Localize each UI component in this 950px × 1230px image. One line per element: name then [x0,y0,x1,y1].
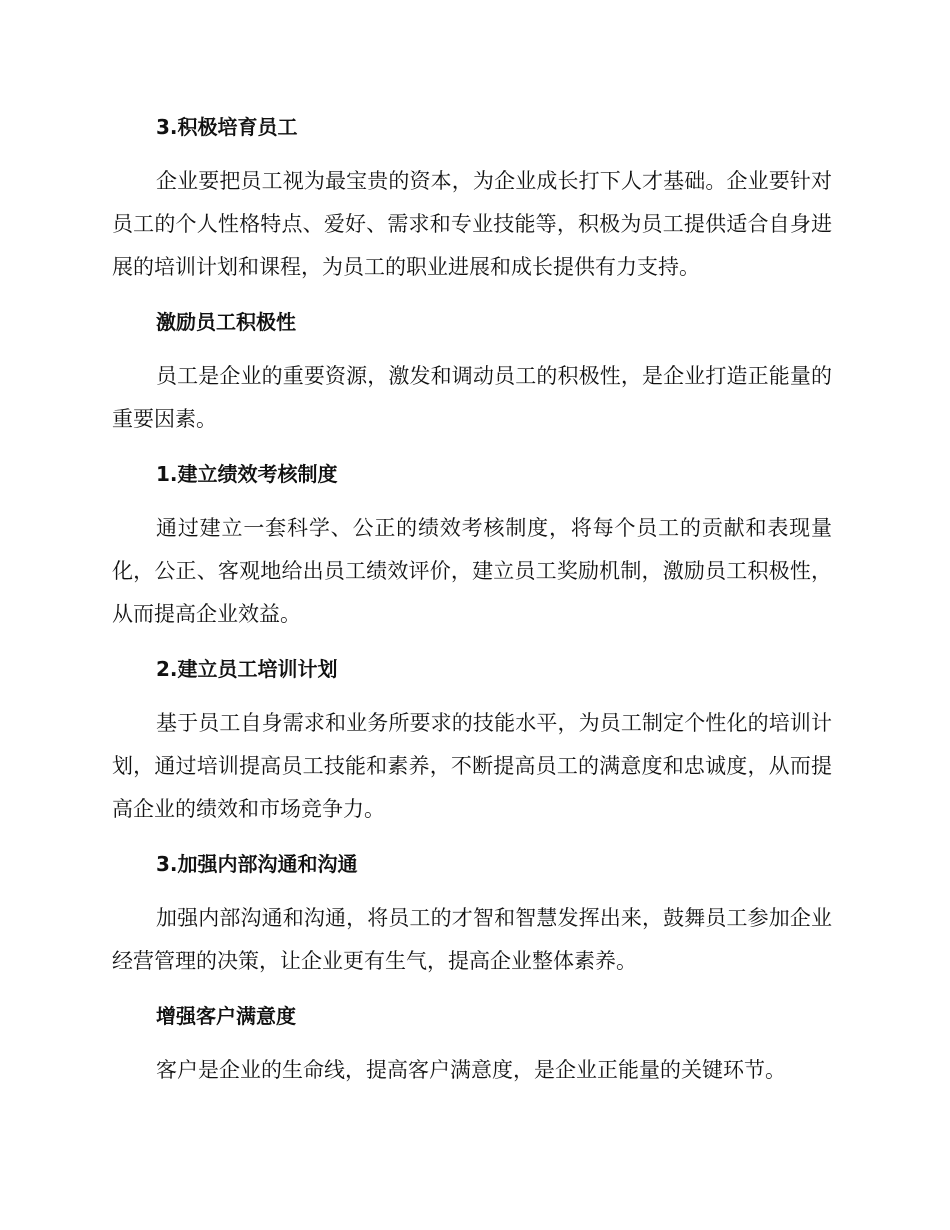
paragraph: 企业要把员工视为最宝贵的资本，为企业成长打下人才基础。企业要针对员工的个人性格特点、爱好、需求和专业技能等，积极为员工提供适合自身进展的培训计划和课程，为员工的职业进展和成长提供有力支持。 [112,169,832,279]
paragraph: 员工是企业的重要资源，激发和调动员工的积极性，是企业打造正能量的重要因素。 [112,364,832,431]
paragraph: 加强内部沟通和沟通，将员工的才智和智慧发挥出来，鼓舞员工参加企业经营管理的决策，让企业更有生气，提高企业整体素养。 [112,906,832,973]
section-heading: 激励员工积极性 [156,310,296,334]
section-heading: 3.加强内部沟通和沟通 [156,852,358,876]
section-heading: 3.积极培育员工 [156,115,298,139]
section-heading: 增强客户满意度 [156,1004,296,1028]
document-page [112,108,832,1106]
paragraph: 基于员工自身需求和业务所要求的技能水平，为员工制定个性化的培训计划，通过培训提高员工技能和素养，不断提高员工的满意度和忠诚度，从而提高企业的绩效和市场竞争力。 [112,711,832,821]
section-heading: 2.建立员工培训计划 [156,657,338,681]
paragraph: 通过建立一套科学、公正的绩效考核制度，将每个员工的贡献和表现量化，公正、客观地给出员工绩效评价，建立员工奖励机制，激励员工积极性，从而提高企业效益。 [112,516,832,626]
paragraph: 客户是企业的生命线，提高客户满意度，是企业正能量的关键环节。 [156,1058,786,1082]
section-heading: 1.建立绩效考核制度 [156,462,338,486]
